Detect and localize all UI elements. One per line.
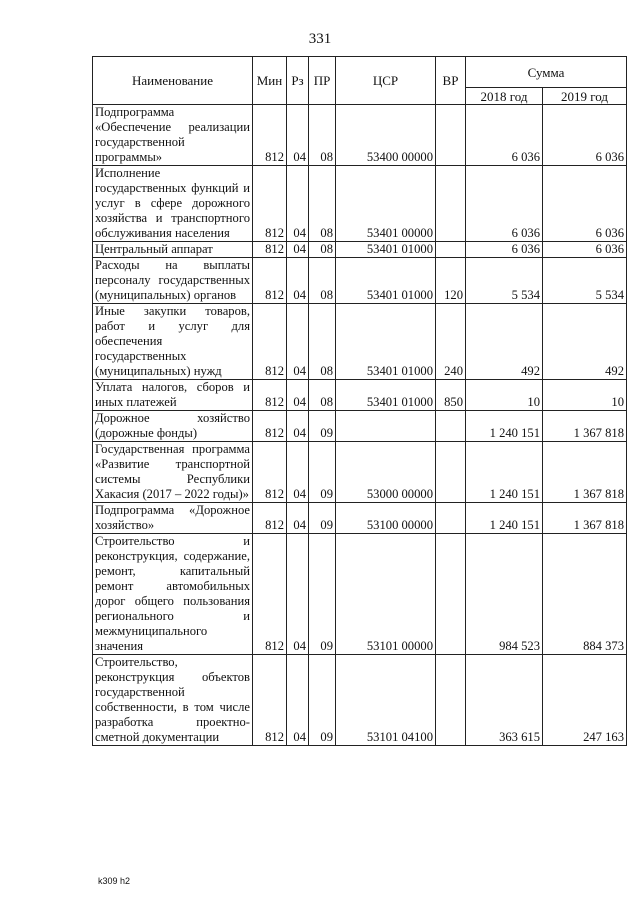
page-number: 331 (308, 31, 332, 47)
row-pr: 09 (309, 655, 336, 746)
row-min: 812 (253, 442, 287, 503)
table-row (93, 411, 627, 442)
row-sum-2019: 247 163 (543, 655, 627, 746)
row-sum-2018: 1 240 151 (466, 503, 543, 534)
table-row (93, 655, 627, 746)
row-sum-2019: 1 367 818 (543, 503, 627, 534)
row-rz: 04 (287, 304, 309, 380)
row-csr: 53101 04100 (336, 655, 436, 746)
row-vr (436, 534, 466, 655)
row-vr (436, 655, 466, 746)
row-min: 812 (253, 380, 287, 411)
row-min: 812 (253, 258, 287, 304)
header-rz: Рз (287, 57, 309, 105)
row-vr (436, 242, 466, 258)
row-csr: 53401 01000 (336, 242, 436, 258)
row-rz: 04 (287, 258, 309, 304)
table-row (93, 258, 627, 304)
table-row (93, 242, 627, 258)
row-sum-2018: 5 534 (466, 258, 543, 304)
row-rz: 04 (287, 242, 309, 258)
row-sum-2019: 10 (543, 380, 627, 411)
row-pr: 09 (309, 534, 336, 655)
row-min: 812 (253, 503, 287, 534)
table-row (93, 503, 627, 534)
table-row (93, 442, 627, 503)
row-min: 812 (253, 534, 287, 655)
row-pr: 09 (309, 411, 336, 442)
row-name: Строительство, реконструкция объектов государственной собственности, в том числе разработка проектно-сметной документации (93, 655, 253, 746)
row-csr: 53100 00000 (336, 503, 436, 534)
row-sum-2019: 884 373 (543, 534, 627, 655)
header-csr: ЦСР (336, 57, 436, 105)
row-pr: 08 (309, 304, 336, 380)
row-rz: 04 (287, 380, 309, 411)
row-rz: 04 (287, 166, 309, 242)
row-csr: 53401 01000 (336, 380, 436, 411)
row-vr: 240 (436, 304, 466, 380)
row-vr (436, 166, 466, 242)
header-name: Наименование (93, 57, 253, 105)
row-vr (436, 105, 466, 166)
row-name: Исполнение государственных функций и услуг в сфере дорожного хозяйства и транспортного обслуживания населения (93, 166, 253, 242)
row-pr: 08 (309, 258, 336, 304)
row-min: 812 (253, 304, 287, 380)
row-vr (436, 411, 466, 442)
row-pr: 09 (309, 442, 336, 503)
row-csr: 53401 01000 (336, 258, 436, 304)
row-sum-2019: 1 367 818 (543, 442, 627, 503)
header-sum: Сумма (466, 57, 627, 88)
row-min: 812 (253, 411, 287, 442)
row-sum-2019: 6 036 (543, 242, 627, 258)
row-rz: 04 (287, 503, 309, 534)
row-rz: 04 (287, 105, 309, 166)
row-min: 812 (253, 242, 287, 258)
document-code: k309 h2 (98, 876, 131, 886)
row-sum-2018: 492 (466, 304, 543, 380)
row-pr: 08 (309, 380, 336, 411)
row-vr: 850 (436, 380, 466, 411)
row-sum-2019: 492 (543, 304, 627, 380)
row-sum-2018: 6 036 (466, 166, 543, 242)
row-min: 812 (253, 655, 287, 746)
row-pr: 08 (309, 105, 336, 166)
table-row (93, 304, 627, 380)
row-csr: 53400 00000 (336, 105, 436, 166)
row-sum-2019: 6 036 (543, 105, 627, 166)
row-sum-2018: 1 240 151 (466, 442, 543, 503)
row-csr: 53000 00000 (336, 442, 436, 503)
row-min: 812 (253, 105, 287, 166)
row-sum-2018: 10 (466, 380, 543, 411)
row-rz: 04 (287, 534, 309, 655)
header-vr: ВР (436, 57, 466, 105)
row-rz: 04 (287, 655, 309, 746)
row-vr (436, 503, 466, 534)
row-csr (336, 411, 436, 442)
row-name: Уплата налогов, сборов и иных платежей (93, 380, 253, 411)
row-name: Подпрограмма «Дорожное хозяйство» (93, 503, 253, 534)
row-pr: 08 (309, 242, 336, 258)
row-name: Иные закупки товаров, работ и услуг для обеспечения государственных (муниципальных) нужд (93, 304, 253, 380)
row-sum-2019: 1 367 818 (543, 411, 627, 442)
header-year-2018: 2018 год (466, 88, 543, 105)
row-sum-2018: 984 523 (466, 534, 543, 655)
row-name: Центральный аппарат (93, 242, 253, 258)
table-row (93, 105, 627, 166)
row-pr: 08 (309, 166, 336, 242)
row-name: Подпрограмма «Обеспечение реализации государственной программы» (93, 105, 253, 166)
row-sum-2018: 363 615 (466, 655, 543, 746)
row-csr: 53401 00000 (336, 166, 436, 242)
table-row (93, 534, 627, 655)
row-csr: 53101 00000 (336, 534, 436, 655)
budget-table (92, 56, 627, 746)
row-vr (436, 442, 466, 503)
row-vr: 120 (436, 258, 466, 304)
header-pr: ПР (309, 57, 336, 105)
row-sum-2019: 6 036 (543, 166, 627, 242)
header-year-2019: 2019 год (543, 88, 627, 105)
row-name: Дорожное хозяйство (дорожные фонды) (93, 411, 253, 442)
row-csr: 53401 01000 (336, 304, 436, 380)
row-sum-2018: 6 036 (466, 242, 543, 258)
table-row (93, 380, 627, 411)
row-name: Расходы на выплаты персоналу государственных (муниципальных) органов (93, 258, 253, 304)
row-sum-2018: 1 240 151 (466, 411, 543, 442)
row-pr: 09 (309, 503, 336, 534)
row-min: 812 (253, 166, 287, 242)
row-name: Строительство и реконструкция, содержание, ремонт, капитальный ремонт автомобильных дорог общего пользования регионального и межмуниципального значения (93, 534, 253, 655)
header-min: Мин (253, 57, 287, 105)
row-sum-2018: 6 036 (466, 105, 543, 166)
row-rz: 04 (287, 411, 309, 442)
row-name: Государственная программа «Развитие транспортной системы Республики Хакасия (2017 – 2022 годы)» (93, 442, 253, 503)
row-rz: 04 (287, 442, 309, 503)
table-row (93, 166, 627, 242)
row-sum-2019: 5 534 (543, 258, 627, 304)
